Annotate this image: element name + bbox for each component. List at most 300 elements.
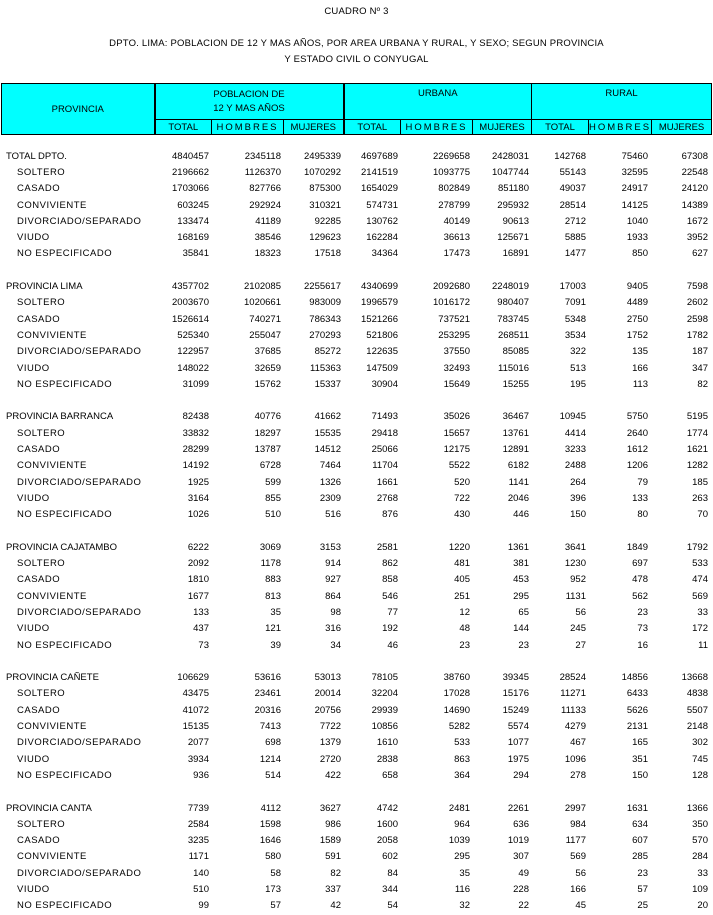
cell-urbana-hombres: 1039 [448,835,470,847]
cell-mujeres: 20014 [314,688,341,700]
province-total-row [1,539,710,555]
cell-rural-mujeres: 33 [697,867,708,879]
table-row [1,327,710,343]
header-total: TOTAL [155,120,212,135]
civil-status-label: NO ESPECIFICADO [17,248,113,260]
table-title-line1: DPTO. LIMA: POBLACION DE 12 Y MAS AÑOS, POR AREA URBANA Y RURAL, Y SEXO; SEGUN PROVINCIA [109,38,604,49]
cell-rural-mujeres: 4838 [686,688,708,700]
cell-rural-hombres: 113 [632,378,648,390]
cell-rural-total: 278 [570,769,586,781]
cell-urbana-total: 29418 [371,427,398,439]
cell-hombres: 18297 [254,427,281,439]
cell-urbana-mujeres: 23 [518,639,529,651]
cell-urbana-total: 2058 [376,835,398,847]
civil-status-label: DIVORCIADO/SEPARADO [17,346,142,358]
civil-status-label: SOLTERO [17,166,66,178]
cell-rural-total: 1177 [565,835,586,847]
cell-rural-total: 17003 [559,281,586,293]
cell-urbana-mujeres: 307 [513,851,529,863]
cell-hombres: 23461 [254,688,281,700]
cell-total: 4357702 [172,281,209,293]
cell-urbana-hombres: 722 [454,492,470,504]
table-row [1,686,710,702]
table-row [1,441,710,457]
cell-rural-hombres: 6433 [626,688,648,700]
cell-total: 2092 [187,558,209,570]
cell-hombres: 53616 [254,672,281,684]
cell-urbana-hombres: 802849 [438,183,470,195]
cell-hombres: 58 [270,867,281,879]
cell-rural-mujeres: 22548 [681,166,708,178]
cell-rural-total: 55143 [559,166,586,178]
cell-total: 1026 [187,509,209,521]
cell-urbana-total: 77 [387,606,398,618]
cell-mujeres: 7464 [319,460,341,472]
civil-status-label: CONVIVIENTE [17,590,87,602]
cell-hombres: 2102085 [244,281,281,293]
cell-hombres: 38546 [254,232,281,244]
cell-urbana-mujeres: 36467 [502,411,529,423]
cell-urbana-mujeres: 636 [513,818,529,830]
cell-urbana-mujeres: 2248019 [492,281,529,293]
spacer-cell [1,262,710,278]
cell-urbana-total: 46 [387,639,398,651]
cell-rural-total: 5348 [564,313,586,325]
cell-rural-hombres: 1040 [626,215,648,227]
cell-rural-mujeres: 1672 [686,215,708,227]
cell-rural-mujeres: 13668 [681,672,708,684]
cell-urbana-hombres: 364 [454,769,470,781]
cell-rural-mujeres: 533 [692,558,708,570]
cell-rural-total: 5885 [564,232,586,244]
cell-rural-mujeres: 5507 [686,704,708,716]
data-table [1,148,710,914]
spacer-row [1,653,710,669]
table-row [1,816,710,832]
cell-urbana-mujeres: 2046 [507,492,529,504]
civil-status-label: DIVORCIADO/SEPARADO [17,215,142,227]
cell-urbana-hombres: 116 [454,884,470,895]
cell-urbana-hombres: 12175 [443,443,470,455]
cell-urbana-hombres: 15649 [443,378,470,390]
cell-hombres: 514 [265,769,281,781]
cell-hombres: 2345118 [244,150,281,162]
cell-rural-hombres: 351 [632,753,648,765]
cell-hombres: 173 [265,884,281,895]
cell-hombres: 698 [265,737,281,749]
cell-urbana-total: 4340699 [361,281,398,293]
cell-hombres: 1126370 [244,166,281,178]
cell-total: 73 [198,639,209,651]
cell-urbana-hombres: 278799 [438,199,470,211]
cell-mujeres: 270293 [309,329,341,341]
cell-rural-total: 2488 [564,460,586,472]
cell-urbana-total: 862 [382,558,398,570]
spacer-row [1,392,710,408]
cell-urbana-hombres: 23 [459,639,470,651]
cell-total: 82438 [182,411,209,423]
civil-status-label: VIUDO [17,362,50,374]
cell-hombres: 740271 [249,313,281,325]
cell-urbana-total: 1610 [376,737,398,749]
cell-hombres: 580 [265,851,281,863]
cell-rural-hombres: 73 [637,623,648,635]
cell-rural-total: 3233 [564,443,586,455]
cell-rural-hombres: 607 [632,835,648,847]
cell-urbana-total: 1521266 [361,313,398,325]
cell-urbana-hombres: 40149 [443,215,470,227]
cell-rural-mujeres: 187 [692,346,708,358]
cell-hombres: 855 [265,492,281,504]
cell-urbana-mujeres: 1361 [507,541,529,553]
cell-mujeres: 34 [330,639,341,651]
cell-hombres: 15762 [254,378,281,390]
cell-mujeres: 7722 [319,721,341,733]
cell-total: 1677 [187,590,209,602]
header-hombres: HOMBRES [212,120,284,135]
cell-urbana-mujeres: 49 [518,867,529,879]
cell-urbana-mujeres: 1077 [507,737,529,749]
cell-rural-total: 1477 [564,248,586,260]
civil-status-label: CASADO [17,313,61,325]
cell-total: 437 [193,623,209,635]
cell-hombres: 813 [265,590,281,602]
cell-mujeres: 914 [325,558,341,570]
cell-urbana-mujeres: 1019 [507,835,529,847]
cell-mujeres: 983009 [309,297,341,309]
cell-urbana-hombres: 253295 [438,329,470,341]
header-mujeres: MUJERES [284,120,344,135]
cell-total: 3235 [187,835,209,847]
cell-urbana-mujeres: 1141 [508,476,529,488]
cell-urbana-total: 25066 [371,443,398,455]
cell-urbana-hombres: 17028 [443,688,470,700]
cell-total: 7739 [187,802,209,814]
cell-hombres: 883 [265,574,281,586]
cell-rural-total: 10945 [559,411,586,423]
cell-rural-total: 2712 [564,215,586,227]
cell-rural-total: 322 [570,346,586,358]
cell-urbana-total: 71493 [371,411,398,423]
cell-rural-hombres: 75460 [621,150,648,162]
cell-urbana-hombres: 17473 [443,248,470,260]
table-row [1,295,710,311]
cell-rural-hombres: 14856 [621,672,648,684]
cell-urbana-mujeres: 783745 [497,313,529,325]
spacer-cell [1,784,710,800]
table-row [1,474,710,490]
cell-mujeres: 1326 [319,476,341,488]
cell-rural-total: 11271 [560,688,586,700]
cell-urbana-mujeres: 90613 [502,215,529,227]
cell-mujeres: 591 [325,851,341,863]
civil-status-label: DIVORCIADO/SEPARADO [17,606,142,618]
table-row [1,751,710,767]
cell-urbana-mujeres: 5574 [507,721,529,733]
cell-rural-mujeres: 474 [692,574,708,586]
cell-urbana-hombres: 37550 [443,346,470,358]
civil-status-label: CASADO [17,574,61,586]
table-row [1,197,710,213]
cell-hombres: 827766 [249,183,281,195]
cell-urbana-total: 147509 [366,362,398,374]
cell-rural-hombres: 14125 [621,199,648,211]
cell-rural-mujeres: 3952 [686,232,708,244]
cell-mujeres: 864 [325,590,341,602]
cell-rural-mujeres: 347 [692,362,708,374]
cell-total: 106629 [177,672,209,684]
cell-urbana-mujeres: 446 [513,509,529,521]
cell-rural-hombres: 79 [637,476,648,488]
cell-urbana-hombres: 2269658 [433,150,470,162]
cell-rural-hombres: 478 [632,574,648,586]
cell-urbana-mujeres: 851180 [498,183,529,195]
civil-status-label: SOLTERO [17,558,66,570]
table-row [1,213,710,229]
cell-urbana-total: 122635 [366,346,398,358]
cell-mujeres: 20756 [314,704,341,716]
civil-status-label: NO ESPECIFICADO [17,769,113,781]
cell-rural-total: 467 [570,737,586,749]
cell-urbana-mujeres: 13761 [502,427,529,439]
cell-hombres: 4112 [260,802,281,814]
province-name: PROVINCIA CANTA [6,802,92,814]
cell-rural-total: 2997 [564,802,586,814]
cell-mujeres: 786343 [309,313,341,325]
cell-urbana-total: 344 [382,884,398,895]
table-row [1,735,710,751]
table-title-line2: Y ESTADO CIVIL O CONYUGAL [284,54,429,65]
table-row [1,849,710,865]
cell-hombres: 1598 [259,818,281,830]
cell-rural-mujeres: 284 [692,851,708,863]
cell-rural-mujeres: 128 [692,769,708,781]
civil-status-label: SOLTERO [17,427,66,439]
cell-mujeres: 42 [330,900,341,912]
cell-mujeres: 337 [325,884,341,895]
cell-rural-total: 28514 [559,199,586,211]
cell-urbana-mujeres: 381 [513,558,529,570]
civil-status-label: NO ESPECIFICADO [17,509,113,521]
cell-urbana-total: 84 [387,867,398,879]
cell-rural-hombres: 1849 [626,541,648,553]
header-poblacion-line2: 12 Y MAS AÑOS [213,103,285,114]
cell-urbana-total: 2838 [376,753,398,765]
cell-rural-mujeres: 7598 [686,281,708,293]
civil-status-label: CASADO [17,835,61,847]
cell-urbana-mujeres: 2261 [507,802,529,814]
civil-status-label: CASADO [17,704,61,716]
cell-rural-hombres: 697 [632,558,648,570]
cell-rural-hombres: 133 [632,492,648,504]
province-name: PROVINCIA LIMA [6,281,83,293]
cell-hombres: 510 [265,509,281,521]
cell-urbana-total: 54 [387,900,398,912]
cell-rural-hombres: 23 [637,867,648,879]
cell-rural-total: 3534 [564,329,586,341]
cell-hombres: 292924 [249,199,281,211]
cell-total: 3164 [187,492,209,504]
cell-urbana-hombres: 1016172 [433,297,470,309]
cell-hombres: 599 [265,476,281,488]
cell-urbana-total: 546 [382,590,398,602]
header-rural-total: TOTAL [532,120,589,135]
cell-total: 148022 [177,362,209,374]
cell-urbana-total: 78105 [371,672,398,684]
cell-total: 1526614 [172,313,209,325]
cell-hombres: 39 [270,639,281,651]
cell-urbana-total: 30904 [371,378,398,390]
cell-total: 2196662 [172,166,209,178]
cell-rural-total: 195 [570,378,586,390]
cell-rural-total: 245 [570,623,586,635]
table-row [1,164,710,180]
table-row [1,588,710,604]
cell-rural-mujeres: 627 [692,248,708,260]
header-rural-hombres: HOMBRES [589,121,652,133]
cell-urbana-total: 4742 [376,802,398,814]
cell-rural-mujeres: 185 [692,476,708,488]
cell-rural-mujeres: 70 [697,509,708,521]
civil-status-label: DIVORCIADO/SEPARADO [17,867,142,879]
civil-status-label: CASADO [17,183,61,195]
cell-total: 99 [198,900,209,912]
spacer-row [1,784,710,800]
cell-rural-total: 984 [570,818,586,830]
cell-urbana-mujeres: 1975 [507,753,529,765]
cell-rural-hombres: 1612 [626,443,648,455]
cell-mujeres: 516 [325,509,341,521]
cell-urbana-total: 1996579 [361,297,398,309]
cell-hombres: 32659 [254,362,281,374]
cell-urbana-mujeres: 22 [518,900,529,912]
cell-mujeres: 15535 [314,427,341,439]
table-row [1,458,710,474]
cell-mujeres: 3153 [319,541,341,553]
cell-urbana-hombres: 15657 [443,427,470,439]
cell-rural-hombres: 2131 [626,721,648,733]
cell-urbana-mujeres: 12891 [502,443,529,455]
cell-urbana-total: 29939 [371,704,398,716]
cell-mujeres: 14512 [314,443,341,455]
cell-urbana-mujeres: 65 [518,606,529,618]
province-total-row [1,148,710,164]
cell-urbana-hombres: 2481 [448,802,470,814]
cell-rural-total: 49037 [559,183,586,195]
cell-urbana-hombres: 430 [454,509,470,521]
cell-hombres: 1214 [259,753,281,765]
cell-urbana-total: 574731 [366,199,398,211]
civil-status-label: VIUDO [17,753,50,765]
cell-total: 31099 [182,378,209,390]
cell-urbana-total: 1600 [376,818,398,830]
province-name: TOTAL DPTO. [6,150,67,162]
cell-total: 15135 [182,721,209,733]
cell-urbana-total: 192 [382,623,398,635]
cell-rural-hombres: 9405 [626,281,648,293]
cell-mujeres: 41662 [314,411,341,423]
province-name: PROVINCIA CAJATAMBO [6,541,118,553]
cell-rural-total: 150 [570,509,586,521]
table-row [1,881,710,897]
cell-rural-hombres: 5626 [626,704,648,716]
cell-rural-mujeres: 172 [692,623,708,635]
cell-total: 43475 [182,688,209,700]
civil-status-label: SOLTERO [17,818,66,830]
cell-hombres: 41189 [255,215,281,227]
cell-rural-total: 396 [570,492,586,504]
civil-status-label: DIVORCIADO/SEPARADO [17,737,142,749]
cell-hombres: 1020661 [244,297,281,309]
cell-rural-mujeres: 5195 [686,411,708,423]
cell-rural-mujeres: 14389 [681,199,708,211]
table-row [1,604,710,620]
cell-urbana-mujeres: 15255 [502,378,529,390]
cell-rural-hombres: 25 [637,900,648,912]
cell-hombres: 6728 [259,460,281,472]
table-row [1,718,710,734]
cell-urbana-hombres: 36613 [443,232,470,244]
cell-urbana-hombres: 533 [454,737,470,749]
province-total-row [1,800,710,816]
cell-urbana-mujeres: 15176 [502,688,529,700]
table-row [1,246,710,262]
cell-urbana-total: 10856 [371,721,398,733]
cell-rural-mujeres: 1621 [686,443,708,455]
cell-mujeres: 115363 [310,362,341,374]
civil-status-label: VIUDO [17,492,50,504]
cell-urbana-total: 876 [382,509,398,521]
cell-rural-total: 28524 [559,672,586,684]
table-row [1,702,710,718]
cell-rural-total: 1230 [564,558,586,570]
cell-urbana-hombres: 38760 [443,672,470,684]
table-row [1,181,710,197]
cell-urbana-mujeres: 294 [513,769,529,781]
cell-hombres: 1646 [259,835,281,847]
cell-total: 122957 [177,346,209,358]
cell-urbana-total: 658 [382,769,398,781]
cell-urbana-total: 34364 [371,248,398,260]
cell-rural-mujeres: 11 [698,639,708,651]
cell-rural-hombres: 562 [632,590,648,602]
cell-rural-total: 11133 [560,704,586,716]
cell-urbana-mujeres: 1047744 [492,166,529,178]
cell-mujeres: 422 [325,769,341,781]
cell-rural-mujeres: 745 [692,753,708,765]
table-row [1,490,710,506]
cell-urbana-hombres: 12 [459,606,470,618]
spacer-cell [1,653,710,669]
cell-rural-hombres: 4489 [626,297,648,309]
cell-mujeres: 15337 [314,378,341,390]
province-name: PROVINCIA BARRANCA [6,411,114,423]
cell-mujeres: 1379 [319,737,341,749]
cell-rural-mujeres: 24120 [681,183,708,195]
cell-urbana-total: 162284 [366,232,398,244]
cell-rural-mujeres: 2598 [686,313,708,325]
cell-rural-mujeres: 1792 [686,541,708,553]
cell-total: 510 [193,884,209,895]
cell-urbana-hombres: 737521 [438,313,470,325]
cell-mujeres: 3627 [319,802,341,814]
cell-urbana-total: 2141519 [361,166,398,178]
cell-urbana-total: 602 [382,851,398,863]
cell-total: 603245 [177,199,209,211]
cell-rural-total: 264 [570,476,586,488]
cell-rural-mujeres: 302 [692,737,708,749]
cell-rural-total: 56 [575,606,586,618]
